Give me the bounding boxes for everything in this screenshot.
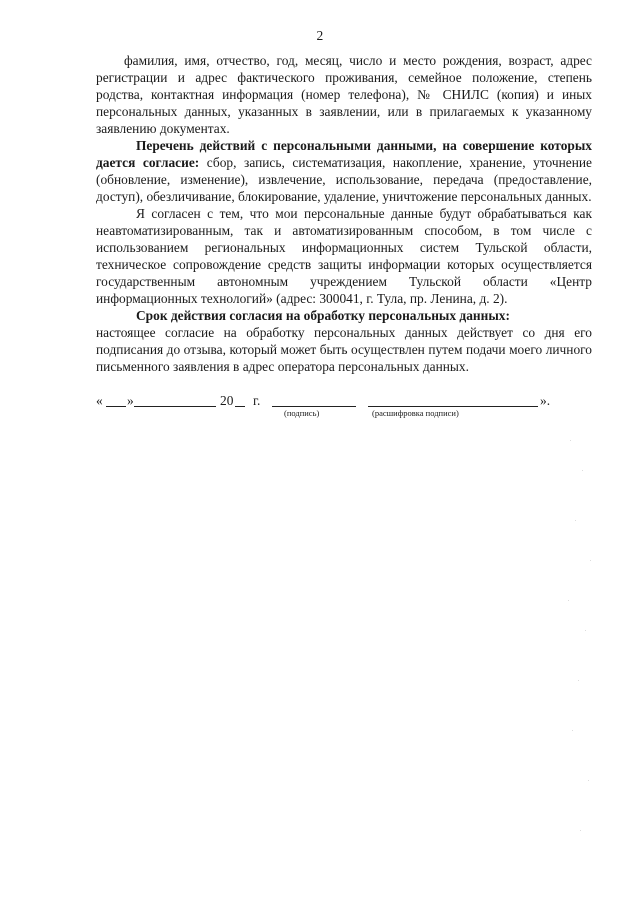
- signature-field[interactable]: [272, 393, 356, 407]
- month-field[interactable]: [134, 393, 216, 407]
- year-suffix: г.: [253, 393, 261, 408]
- date-close-quote: »: [127, 393, 134, 408]
- validity-heading: Срок действия согласия на обработку персональных данных:: [136, 308, 510, 323]
- year-field[interactable]: [235, 393, 245, 407]
- caption-signature-decoding: (расшифровка подписи): [372, 408, 459, 418]
- caption-signature: (подпись): [284, 408, 320, 418]
- signature-line: [96, 393, 576, 411]
- signature-decoding-field[interactable]: [368, 393, 538, 407]
- paragraph-personal-data-list: фамилия, имя, отчество, год, месяц, число и место рождения, возраст, адрес регистрации и адрес фактического проживания, семейное положение, степень родства, контактная информация (номер телефона), № СНИЛС (копия) и иных персональных данных, указанных в заявлении, или в прилагаемых к указанному заявлению документах.: [96, 53, 592, 136]
- paragraph-consent-processing: Я согласен с тем, что мои персональные данные будут обрабатываться как неавтоматизированным, так и автоматизированным способом, в том числе с использованием региональных информационных систем Тульской области, техническое сопровождение средств защиты информации которых осуществляется государственным автономным учреждением Тульской области «Центр информационных технологий» (адрес: 300041, г. Тула, пр. Ленина, д. 2).: [96, 206, 592, 306]
- scan-noise: [560, 430, 600, 850]
- paragraph-actions: [96, 137, 592, 205]
- year-prefix: 20: [220, 393, 234, 408]
- page-number: 2: [316, 28, 324, 43]
- validity-text: настоящее согласие на обработку персональных данных действует со дня его подписания до отзыва, который может быть осуществлен путем подачи моего личного письменного заявления в адрес оператора персональных данных.: [96, 325, 592, 374]
- signature-end: ».: [540, 393, 551, 408]
- day-field[interactable]: [106, 393, 126, 407]
- document-body: [96, 52, 592, 375]
- actions-heading: Перечень действий с персональными данными, на совершение которых дается согласие:: [96, 138, 592, 170]
- actions-list: сбор, запись, систематизация, накопление, хранение, уточнение (обновление, изменение), извлечение, использование, передача (предоставление, доступ), обезличивание, блокирование, удаление, уничтожение персональных данных.: [96, 155, 592, 204]
- date-open-quote: «: [96, 393, 103, 408]
